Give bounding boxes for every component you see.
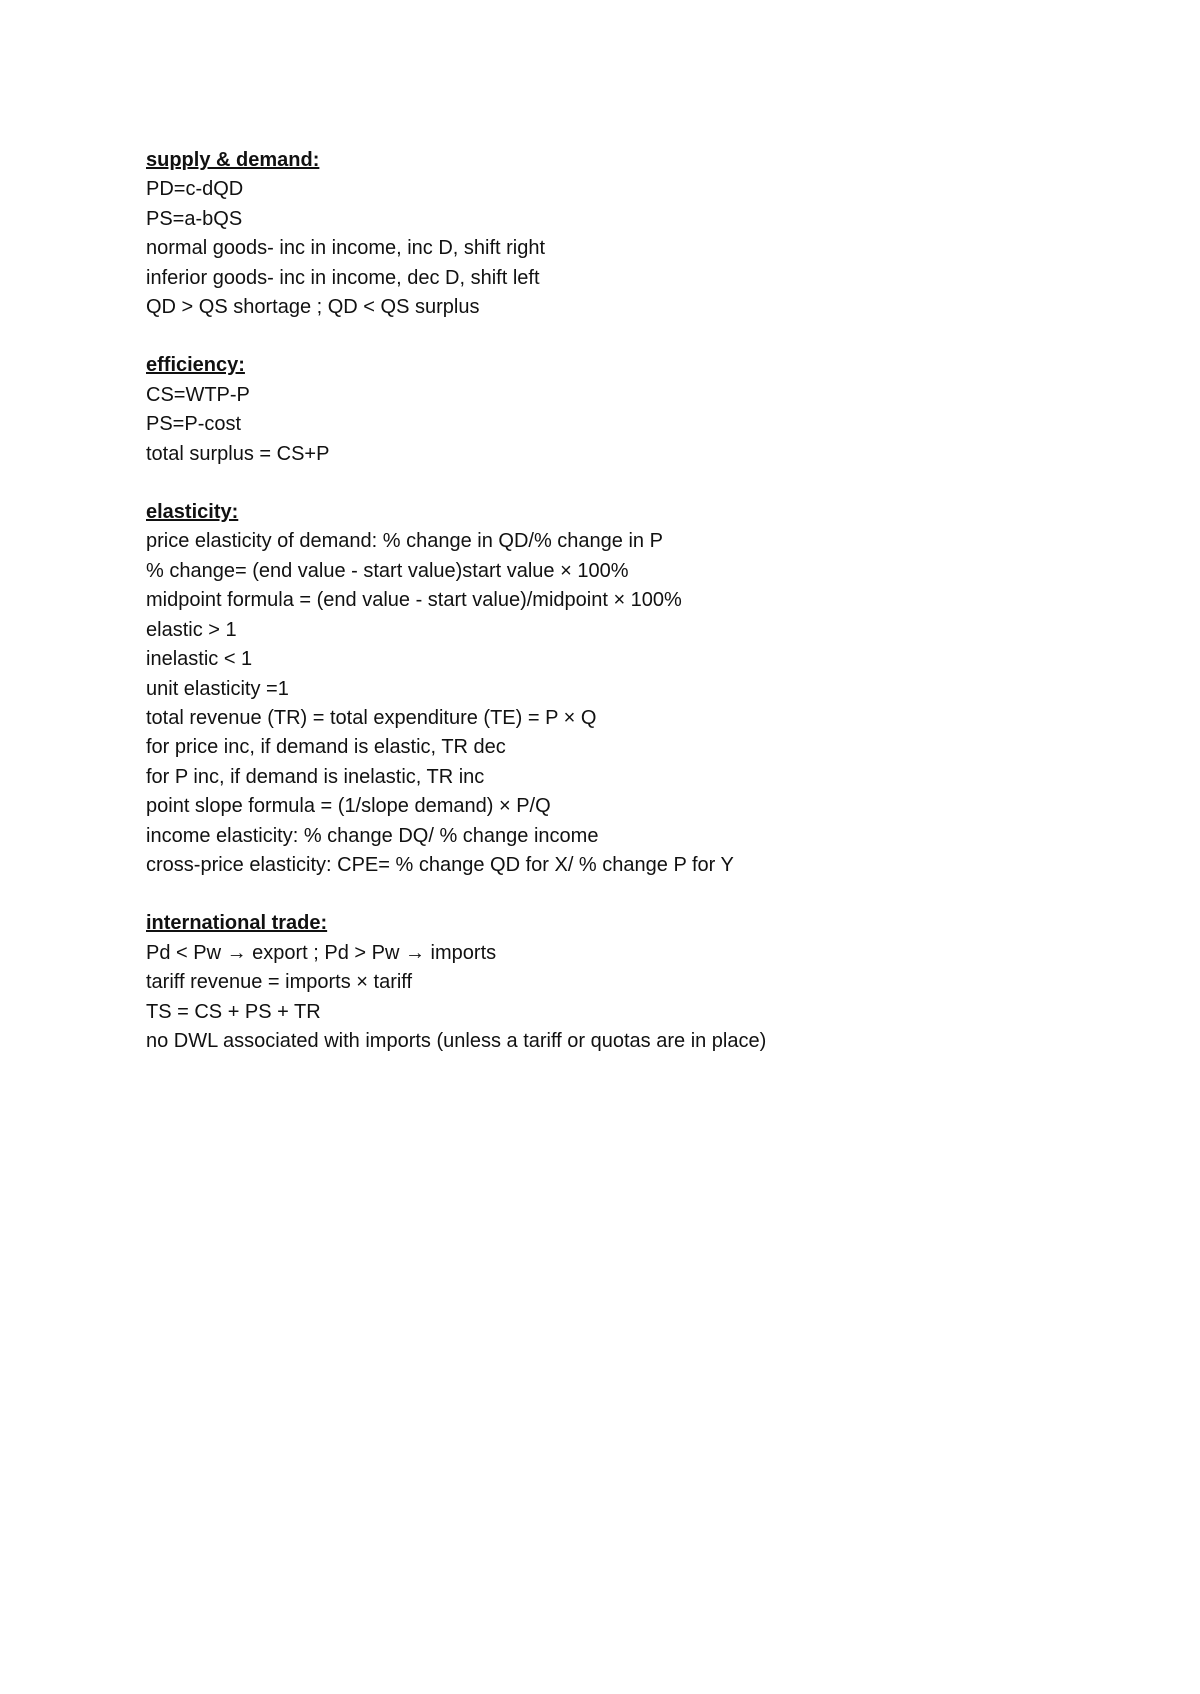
note-line: PD=c-dQD xyxy=(146,178,244,201)
section-heading: elasticity: xyxy=(146,501,239,524)
note-line: tariff revenue = imports × tariff xyxy=(146,971,413,994)
section-efficiency xyxy=(146,351,1146,469)
note-line: for price inc, if demand is elastic, TR dec xyxy=(146,736,506,759)
note-line: for P inc, if demand is inelastic, TR inc xyxy=(146,765,485,788)
note-line: inferior goods- inc in income, dec D, shift left xyxy=(146,266,540,289)
note-line: PS=P-cost xyxy=(146,413,242,436)
note-line: cross-price elasticity: CPE= % change QD for X/ % change P for Y xyxy=(146,853,734,876)
note-line: TS = CS + PS + TR xyxy=(146,1000,321,1023)
note-line: QD > QS shortage ; QD < QS surplus xyxy=(146,296,480,319)
note-line: total revenue (TR) = total expenditure (TE) = P × Q xyxy=(146,706,597,729)
note-line: income elasticity: % change DQ/ % change income xyxy=(146,824,599,847)
note-line: inelastic < 1 xyxy=(146,648,253,671)
note-line: normal goods- inc in income, inc D, shift right xyxy=(146,237,546,260)
note-line: no DWL associated with imports (unless a tariff or quotas are in place) xyxy=(146,1029,767,1052)
section-international-trade xyxy=(146,909,1146,1056)
note-line: Pd < Pw → export ; Pd > Pw → imports xyxy=(146,941,497,964)
section-heading: international trade: xyxy=(146,912,328,935)
section-supply-demand xyxy=(146,146,1146,322)
note-line: total surplus = CS+P xyxy=(146,442,330,465)
note-line: unit elasticity =1 xyxy=(146,677,289,700)
note-line: PS=a-bQS xyxy=(146,207,243,230)
notes-content xyxy=(146,146,1146,1085)
note-line: price elasticity of demand: % change in QD/% change in P xyxy=(146,530,663,553)
section-heading: efficiency: xyxy=(146,354,245,377)
note-line: point slope formula = (1/slope demand) × P/Q xyxy=(146,795,551,818)
note-line: elastic > 1 xyxy=(146,618,237,641)
section-heading: supply & demand: xyxy=(146,149,320,171)
note-line: CS=WTP-P xyxy=(146,383,250,406)
note-line: midpoint formula = (end value - start value)/midpoint × 100% xyxy=(146,589,682,612)
section-elasticity xyxy=(146,498,1146,880)
note-line: % change= (end value - start value)start value × 100% xyxy=(146,559,629,582)
